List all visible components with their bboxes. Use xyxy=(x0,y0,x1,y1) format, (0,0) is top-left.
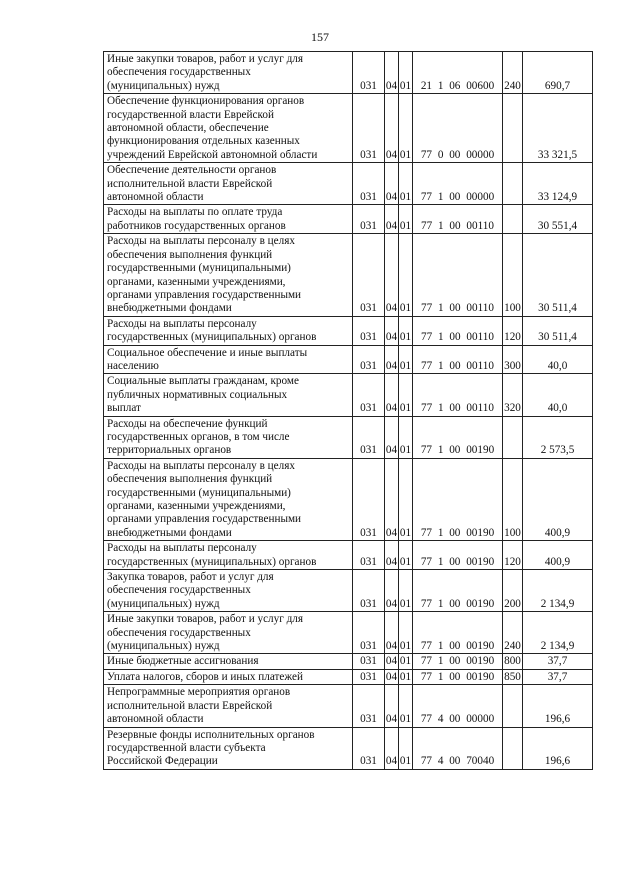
description-line: обеспечения выполнения функций xyxy=(107,473,273,486)
admin-code: 031 xyxy=(353,316,385,345)
admin-code: 031 xyxy=(353,94,385,163)
row-amount: 2 134,9 xyxy=(523,570,593,612)
admin-code: 031 xyxy=(353,669,385,684)
table-row xyxy=(104,416,593,458)
row-amount: 2 134,9 xyxy=(523,612,593,654)
table-row xyxy=(104,94,593,163)
subsection-code: 01 xyxy=(399,570,413,612)
expense-type-code: 850 xyxy=(504,670,521,683)
expense-type-code: 120 xyxy=(503,541,523,570)
target-article-code xyxy=(413,345,503,374)
row-amount: 196,6 xyxy=(523,727,593,769)
row-amount: 40,0 xyxy=(523,345,593,374)
target-article-code xyxy=(413,163,503,205)
subsection-code: 01 xyxy=(399,655,412,668)
admin-code: 031 xyxy=(353,163,385,205)
section-code: 04 xyxy=(385,205,399,234)
expense-type-code: 320 xyxy=(503,374,523,416)
target-article-code xyxy=(413,458,503,540)
admin-code: 031 xyxy=(353,374,385,416)
subsection-code: 01 xyxy=(399,94,413,163)
section-code: 04 xyxy=(385,234,399,316)
description-line: Резервные фонды исполнительных органов xyxy=(107,728,315,741)
target-article-code xyxy=(413,669,503,684)
row-amount: 30 511,4 xyxy=(523,316,593,345)
target-code-text: 77 1 00 00190 xyxy=(420,597,495,610)
expense-type-code: 240 xyxy=(503,52,523,94)
table-row xyxy=(104,374,593,416)
subsection-code: 01 xyxy=(399,345,413,374)
description-line: Иные бюджетные ассигнования xyxy=(107,655,259,668)
target-article-code xyxy=(413,374,503,416)
description-line: Обеспечение деятельности органов xyxy=(107,164,277,177)
description-line: государственной власти Еврейской xyxy=(107,108,274,121)
subsection-code: 01 xyxy=(399,374,413,416)
description-line: государственными (муниципальными) xyxy=(107,262,291,275)
row-amount: 2 573,5 xyxy=(523,416,593,458)
target-article-code xyxy=(413,727,503,769)
row-amount: 33 124,9 xyxy=(523,163,593,205)
description-line: государственных (муниципальных) органов xyxy=(107,555,317,568)
description-line: исполнительной власти Еврейской xyxy=(107,177,273,190)
section-code: 04 xyxy=(385,612,399,654)
target-article-code xyxy=(413,416,503,458)
section-code: 04 xyxy=(385,570,399,612)
subsection-code: 01 xyxy=(399,541,413,570)
description-line: Российской Федерации xyxy=(107,755,218,768)
description-line: Расходы на выплаты по оплате труда xyxy=(107,206,283,219)
target-code-text: 77 1 00 00190 xyxy=(420,555,495,568)
section-code: 04 xyxy=(385,685,399,727)
description-line: Обеспечение функционирования органов xyxy=(107,95,305,108)
description-line: обеспечения выполнения функций xyxy=(107,248,273,261)
row-amount: 40,0 xyxy=(523,374,593,416)
expense-type-code xyxy=(503,416,523,458)
description-line: Непрограммные мероприятия органов xyxy=(107,686,291,699)
table-row xyxy=(104,458,593,540)
row-description xyxy=(104,345,353,374)
table-row xyxy=(104,541,593,570)
subsection-code: 01 xyxy=(399,205,413,234)
section-code: 04 xyxy=(385,541,399,570)
description-line: органами, казенными учреждениями, xyxy=(107,275,286,288)
description-line: обеспечения государственных xyxy=(107,584,251,597)
admin-code: 031 xyxy=(353,345,385,374)
table-row xyxy=(104,345,593,374)
description-line: учреждений Еврейской автономной области xyxy=(107,148,318,161)
row-description xyxy=(104,458,353,540)
target-code-text: 77 1 00 00110 xyxy=(421,302,494,315)
admin-code: 031 xyxy=(353,654,385,669)
section-code: 04 xyxy=(385,458,399,540)
table-row xyxy=(104,685,593,727)
subsection-code: 01 xyxy=(399,234,413,316)
row-amount: 400,9 xyxy=(523,541,593,570)
section-code: 04 xyxy=(385,670,398,683)
budget-table-body xyxy=(104,52,593,770)
target-code-text: 77 0 00 00000 xyxy=(420,148,495,161)
section-code: 04 xyxy=(385,345,399,374)
target-article-code xyxy=(413,234,503,316)
description-line: автономной области xyxy=(107,713,204,726)
row-description xyxy=(104,52,353,94)
subsection-code: 01 xyxy=(399,163,413,205)
admin-code: 031 xyxy=(353,416,385,458)
target-code-text: 21 1 06 00600 xyxy=(420,79,495,92)
description-line: Расходы на выплаты персоналу в целях xyxy=(107,459,295,472)
admin-code: 031 xyxy=(353,234,385,316)
admin-code: 031 xyxy=(353,612,385,654)
subsection-code: 01 xyxy=(399,670,412,683)
expense-type-code xyxy=(503,163,523,205)
description-line: Закупка товаров, работ и услуг для xyxy=(107,571,274,584)
description-line: автономной области xyxy=(107,191,204,204)
description-line: (муниципальных) нужд xyxy=(107,597,220,610)
description-line: органами управления государственными xyxy=(107,288,302,301)
section-code: 04 xyxy=(385,52,399,94)
expense-type-code xyxy=(503,94,523,163)
row-description xyxy=(104,94,353,163)
table-row xyxy=(104,205,593,234)
description-line: обеспечения государственных xyxy=(107,66,251,79)
row-description xyxy=(104,612,353,654)
description-line: внебюджетными фондами xyxy=(107,302,232,315)
expense-type-code: 100 xyxy=(503,234,523,316)
table-row xyxy=(104,234,593,316)
target-code-text: 77 1 00 00110 xyxy=(421,402,494,415)
table-row xyxy=(104,316,593,345)
row-description xyxy=(104,727,353,769)
target-article-code xyxy=(413,654,503,669)
description-line: органами управления государственными xyxy=(107,513,302,526)
description-line: Иные закупки товаров, работ и услуг для xyxy=(107,53,304,65)
description-line: Расходы на выплаты персоналу xyxy=(107,317,257,330)
description-line: Расходы на обеспечение функций xyxy=(107,417,268,430)
description-line: государственными (муниципальными) xyxy=(107,486,291,499)
table-row xyxy=(104,612,593,654)
row-amount: 33 321,5 xyxy=(523,94,593,163)
target-code-text: 77 1 00 00190 xyxy=(420,444,495,457)
section-code: 04 xyxy=(385,727,399,769)
expense-type-code: 100 xyxy=(503,458,523,540)
target-article-code xyxy=(413,94,503,163)
description-line: автономной области, обеспечение xyxy=(107,122,269,135)
target-code-text: 77 1 00 00000 xyxy=(420,191,495,204)
admin-code: 031 xyxy=(353,52,385,94)
expense-type-code: 800 xyxy=(504,655,521,668)
row-description xyxy=(104,374,353,416)
row-description xyxy=(104,234,353,316)
admin-code: 031 xyxy=(353,570,385,612)
section-code: 04 xyxy=(385,316,399,345)
target-code-text: 77 1 00 00190 xyxy=(420,526,495,539)
description-line: (муниципальных) нужд xyxy=(107,640,220,653)
row-description xyxy=(104,416,353,458)
target-code-text: 77 1 00 00110 xyxy=(421,331,494,344)
admin-code: 031 xyxy=(353,541,385,570)
row-amount: 37,7 xyxy=(523,654,593,669)
row-description xyxy=(104,669,353,684)
target-article-code xyxy=(413,52,503,94)
target-code-text: 77 4 00 70040 xyxy=(420,755,495,768)
target-article-code xyxy=(413,316,503,345)
target-code-text: 77 1 00 00110 xyxy=(421,219,494,232)
target-article-code xyxy=(413,570,503,612)
description-line: обеспечения государственных xyxy=(107,626,251,639)
budget-table xyxy=(103,51,593,770)
section-code: 04 xyxy=(385,163,399,205)
row-description xyxy=(104,654,353,669)
row-description xyxy=(104,205,353,234)
page-number: 157 xyxy=(311,30,329,44)
section-code: 04 xyxy=(385,655,398,668)
expense-type-code: 300 xyxy=(503,345,523,374)
description-line: исполнительной власти Еврейской xyxy=(107,699,273,712)
expense-type-code xyxy=(503,727,523,769)
subsection-code: 01 xyxy=(399,416,413,458)
description-line: (муниципальных) нужд xyxy=(107,79,220,92)
description-line: Расходы на выплаты персоналу в целях xyxy=(107,235,295,248)
target-article-code xyxy=(413,541,503,570)
description-line: работников государственных органов xyxy=(107,219,286,232)
row-amount: 690,7 xyxy=(523,52,593,94)
target-article-code xyxy=(413,612,503,654)
subsection-code: 01 xyxy=(399,458,413,540)
section-code: 04 xyxy=(385,416,399,458)
description-line: Уплата налогов, сборов и иных платежей xyxy=(107,670,303,683)
table-row xyxy=(104,654,593,669)
description-line: Социальное обеспечение и иные выплаты xyxy=(107,346,308,359)
table-row xyxy=(104,669,593,684)
description-line: государственной власти субъекта xyxy=(107,741,266,754)
table-row xyxy=(104,163,593,205)
subsection-code: 01 xyxy=(399,612,413,654)
subsection-code: 01 xyxy=(399,316,413,345)
description-line: органами, казенными учреждениями, xyxy=(107,500,286,512)
target-code-text: 77 1 00 00190 xyxy=(420,640,495,653)
table-row xyxy=(104,727,593,769)
row-amount: 196,6 xyxy=(523,685,593,727)
description-line: населению xyxy=(107,359,159,372)
expense-type-code: 120 xyxy=(503,316,523,345)
description-line: территориальных органов xyxy=(107,444,232,457)
description-line: государственных органов, в том числе xyxy=(107,430,290,443)
target-code-text: 77 1 00 00190 xyxy=(420,670,495,683)
row-amount: 400,9 xyxy=(523,458,593,540)
section-code: 04 xyxy=(385,374,399,416)
description-line: государственных (муниципальных) органов xyxy=(107,331,317,344)
target-code-text: 77 1 00 00110 xyxy=(421,359,494,372)
description-line: внебюджетными фондами xyxy=(107,526,232,539)
admin-code: 031 xyxy=(353,727,385,769)
row-description xyxy=(104,541,353,570)
row-description xyxy=(104,570,353,612)
row-description xyxy=(104,316,353,345)
expense-type-code: 240 xyxy=(503,612,523,654)
row-amount: 30 511,4 xyxy=(523,234,593,316)
subsection-code: 01 xyxy=(399,52,413,94)
row-amount: 30 551,4 xyxy=(523,205,593,234)
admin-code: 031 xyxy=(353,685,385,727)
description-line: Иные закупки товаров, работ и услуг для xyxy=(107,613,304,626)
subsection-code: 01 xyxy=(399,727,413,769)
description-line: Социальные выплаты гражданам, кроме xyxy=(107,375,299,388)
admin-code: 031 xyxy=(353,205,385,234)
target-article-code xyxy=(413,205,503,234)
table-row xyxy=(104,52,593,94)
description-line: выплат xyxy=(107,402,141,415)
expense-type-code xyxy=(503,205,523,234)
admin-code: 031 xyxy=(353,458,385,540)
target-article-code xyxy=(413,685,503,727)
row-amount: 37,7 xyxy=(523,669,593,684)
target-code-text: 77 1 00 00190 xyxy=(420,655,495,668)
description-line: функционирования отдельных казенных xyxy=(107,135,300,148)
table-row xyxy=(104,570,593,612)
row-description xyxy=(104,685,353,727)
expense-type-code: 200 xyxy=(503,570,523,612)
description-line: Расходы на выплаты персоналу xyxy=(107,542,257,555)
description-line: публичных нормативных социальных xyxy=(107,388,288,401)
subsection-code: 01 xyxy=(399,685,413,727)
target-code-text: 77 4 00 00000 xyxy=(420,713,495,726)
section-code: 04 xyxy=(385,94,399,163)
expense-type-code xyxy=(503,685,523,727)
row-description xyxy=(104,163,353,205)
